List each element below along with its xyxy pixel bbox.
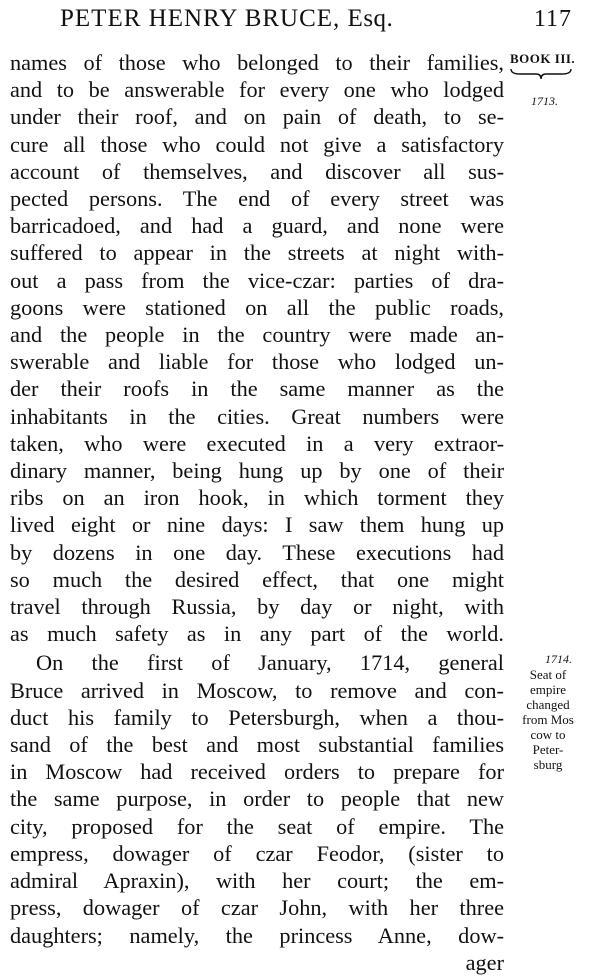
text-line: empress, dowager of czar Feodor, (sister to [10,840,504,866]
margin-book-label: BOOK III. [510,51,576,66]
text-line: and to be answerable for every one who lodged [10,77,504,103]
text-line: duct his family to Petersburgh, when a thou- [10,704,504,730]
margin-note-line: from Mos [522,712,574,727]
text-line: goons were stationed on all the public roads, [10,294,504,320]
paragraph-1 [10,49,504,647]
text-line: On the first of January, 1714, general [36,650,504,676]
brace-icon [510,68,572,80]
text-line: daughters; namely, the princess Anne, dow- [10,922,504,948]
text-line: in Moscow had received orders to prepare for [10,759,504,785]
margin-note-line: cow to [530,727,566,742]
text-line: press, dowager of czar John, with her three [10,895,504,921]
text-line: travel through Russia, by day or night, with [10,594,504,620]
running-head [60,5,393,33]
text-line: sand of the best and most substantial families [10,732,504,758]
text-line: so much the desired effect, that one might [10,566,504,592]
text-line: swerable and liable for those who lodged un- [10,349,504,375]
text-line: ribs on an iron hook, in which torment they [10,485,504,511]
text-line: barricadoed, and had a guard, and none were [10,213,504,239]
margin-note-line: Peter- [532,742,564,757]
text-line: suffered to appear in the streets at night with- [10,240,504,266]
page-number: 117 [533,6,572,32]
margin-note [504,652,592,772]
margin-year: 1713. [531,94,558,108]
text-line: account of themselves, and discover all sus- [10,158,504,184]
running-head-title: PETER HENRY BRUCE, [60,5,341,32]
text-line: by dozens in one day. These executions had [10,539,504,565]
margin-note-year: 1714. [545,652,572,666]
text-line: and the people in the country were made an- [10,322,504,348]
text-line: Bruce arrived in Moscow, to remove and con- [10,677,504,703]
text-line: out a pass from the vice-czar: parties of dra- [10,267,504,293]
body-text [10,49,504,976]
text-line: dinary manner, being hung up by one of their [10,458,504,484]
text-line: inhabitants in the cities. Great numbers were [10,403,504,429]
text-line: city, proposed for the seat of empire. The [10,813,504,839]
text-line: as much safety as in any part of the world. [10,621,504,647]
margin-note-line: changed [526,697,570,712]
text-line: lived eight or nine days: I saw them hung up [10,512,504,538]
text-line: pected persons. The end of every street was [10,186,504,212]
text-line: admiral Apraxin), with her court; the em- [10,868,504,894]
running-head-esq: Esq. [347,5,394,32]
text-line: cure all those who could not give a satisfactory [10,131,504,157]
text-line: taken, who were executed in a very extraor- [10,430,504,456]
text-line: der their roofs in the same manner as the [10,376,504,402]
text-line: names of those who belonged to their families, [10,50,504,75]
margin-note-line: Seat of [529,667,567,682]
margin-note-line: sburg [533,757,563,772]
margin-note-line: empire [529,682,567,697]
text-line: under their roof, and on pain of death, to se- [10,104,504,130]
text-line: the same purpose, in order to people that new [10,786,504,812]
catchword: ager [465,949,504,975]
paragraph-2 [10,649,504,975]
